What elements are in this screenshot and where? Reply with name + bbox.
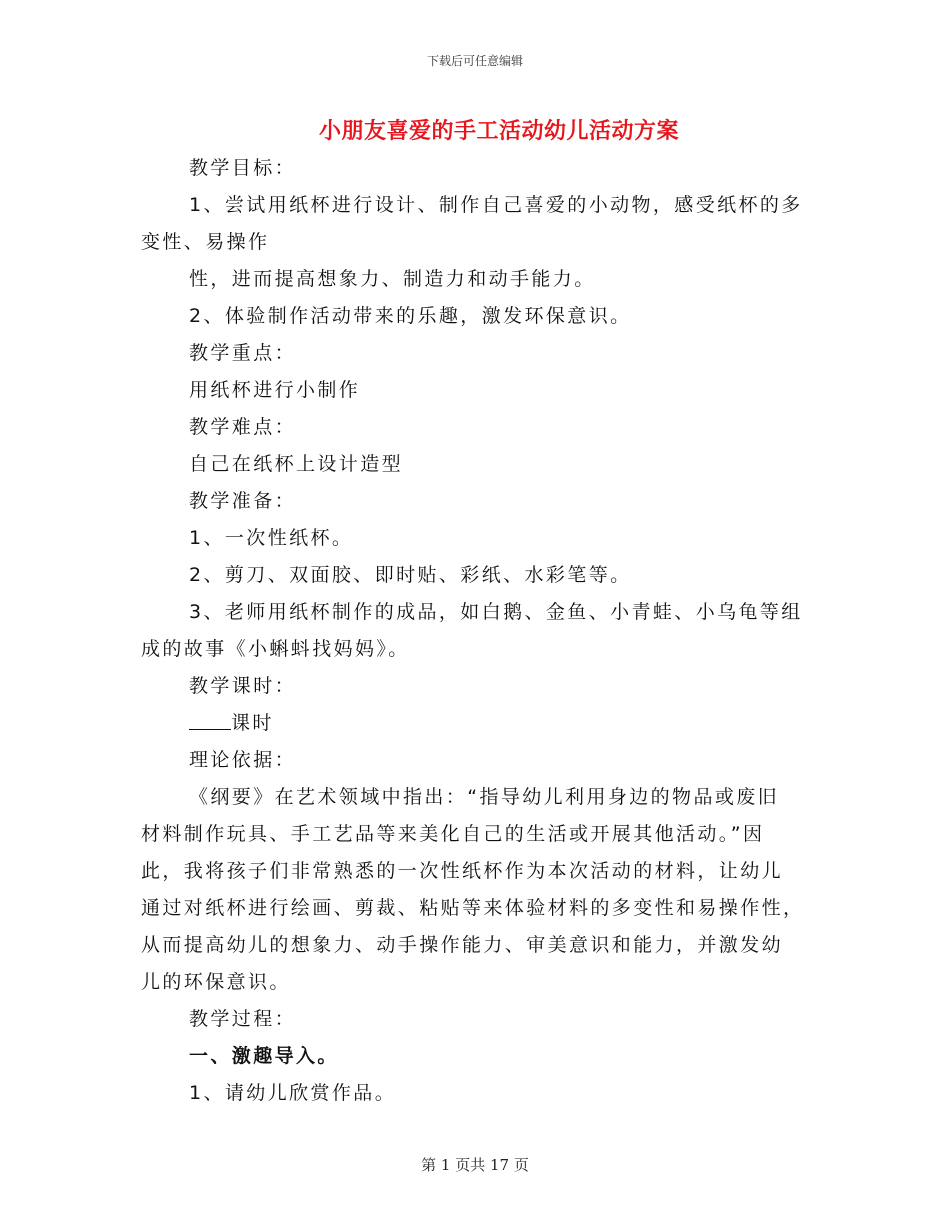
body-line-text: 自己在纸杯上设计造型: [189, 453, 404, 475]
body-line: [141, 1038, 811, 1075]
body-line-text: 教学重点：: [189, 342, 297, 364]
body-line-text: 课时: [231, 712, 274, 734]
body-line-text: 用纸杯进行小制作: [189, 379, 361, 401]
body-line-text: 教学过程：: [189, 1008, 297, 1030]
body-line: [141, 742, 811, 779]
body-line: [141, 816, 811, 853]
body-line-text: 一、激趣导入。: [189, 1045, 339, 1067]
body-line-text: 教学目标：: [189, 157, 297, 179]
body-line-text: 儿的环保意识。: [141, 971, 291, 993]
body-line-text: 材料制作玩具、手工艺品等来美化自己的生活或开展其他活动。”因: [141, 823, 765, 845]
body-line-text: 《纲要》在艺术领域中指出：“指导幼儿利用身边的物品或废旧: [189, 786, 780, 808]
body-line: [141, 298, 811, 335]
body-line: [141, 224, 811, 261]
body-line-text: 变性、易操作: [141, 231, 270, 253]
fill-in-blank: [189, 705, 231, 730]
body-line-text: 此，我将孩子们非常熟悉的一次性纸杯作为本次活动的材料，让幼儿: [141, 860, 784, 882]
document-title: 小朋友喜爱的手工活动幼儿活动方案: [318, 118, 679, 144]
body-line-text: 2、体验制作活动带来的乐趣，激发环保意识。: [189, 305, 632, 327]
body-line: [141, 779, 811, 816]
body-line-text: 1、尝试用纸杯进行设计、制作自己喜爱的小动物，感受纸杯的多: [189, 194, 803, 216]
body-line-text: 从而提高幼儿的想象力、动手操作能力、审美意识和能力，并激发幼: [141, 934, 784, 956]
body-line-text: 通过对纸杯进行绘画、剪裁、粘贴等来体验材料的多变性和易操作性，: [141, 897, 805, 919]
body-line: [141, 631, 811, 668]
body-line-text: 教学课时：: [189, 675, 297, 697]
body-line: [141, 705, 811, 742]
body-line-text: 教学准备：: [189, 490, 297, 512]
body-line-text: 1、一次性纸杯。: [189, 527, 354, 549]
body-line: [141, 483, 811, 520]
body-line: [141, 1075, 811, 1112]
body-line-text: 理论依据：: [189, 749, 297, 771]
body-line: [141, 187, 811, 224]
document-body: [141, 150, 811, 1112]
body-line: [141, 409, 811, 446]
body-line-text: 性，进而提高想象力、制造力和动手能力。: [189, 268, 596, 290]
body-line-text: 成的故事《小蝌蚪找妈妈》。: [141, 638, 410, 660]
body-line: [141, 557, 811, 594]
body-line: [141, 372, 811, 409]
body-line: [141, 853, 811, 890]
body-line: [141, 520, 811, 557]
page-header: 下载后可任意编辑: [426, 54, 523, 68]
body-line-text: 1、请幼儿欣赏作品。: [189, 1082, 397, 1104]
body-line: [141, 964, 811, 1001]
body-line: [141, 890, 811, 927]
body-line-text: 2、剪刀、双面胶、即时贴、彩纸、水彩笔等。: [189, 564, 632, 586]
body-line: [141, 446, 811, 483]
body-line-text: 教学难点：: [189, 416, 297, 438]
body-line-text: 3、老师用纸杯制作的成品，如白鹅、金鱼、小青蛙、小乌龟等组: [189, 601, 803, 623]
body-line: [141, 927, 811, 964]
body-line: [141, 668, 811, 705]
page-footer: 第 1 页共 17 页: [421, 1156, 529, 1174]
body-line: [141, 1001, 811, 1038]
body-line: [141, 335, 811, 372]
body-line: [141, 150, 811, 187]
body-line: [141, 261, 811, 298]
body-line: [141, 594, 811, 631]
